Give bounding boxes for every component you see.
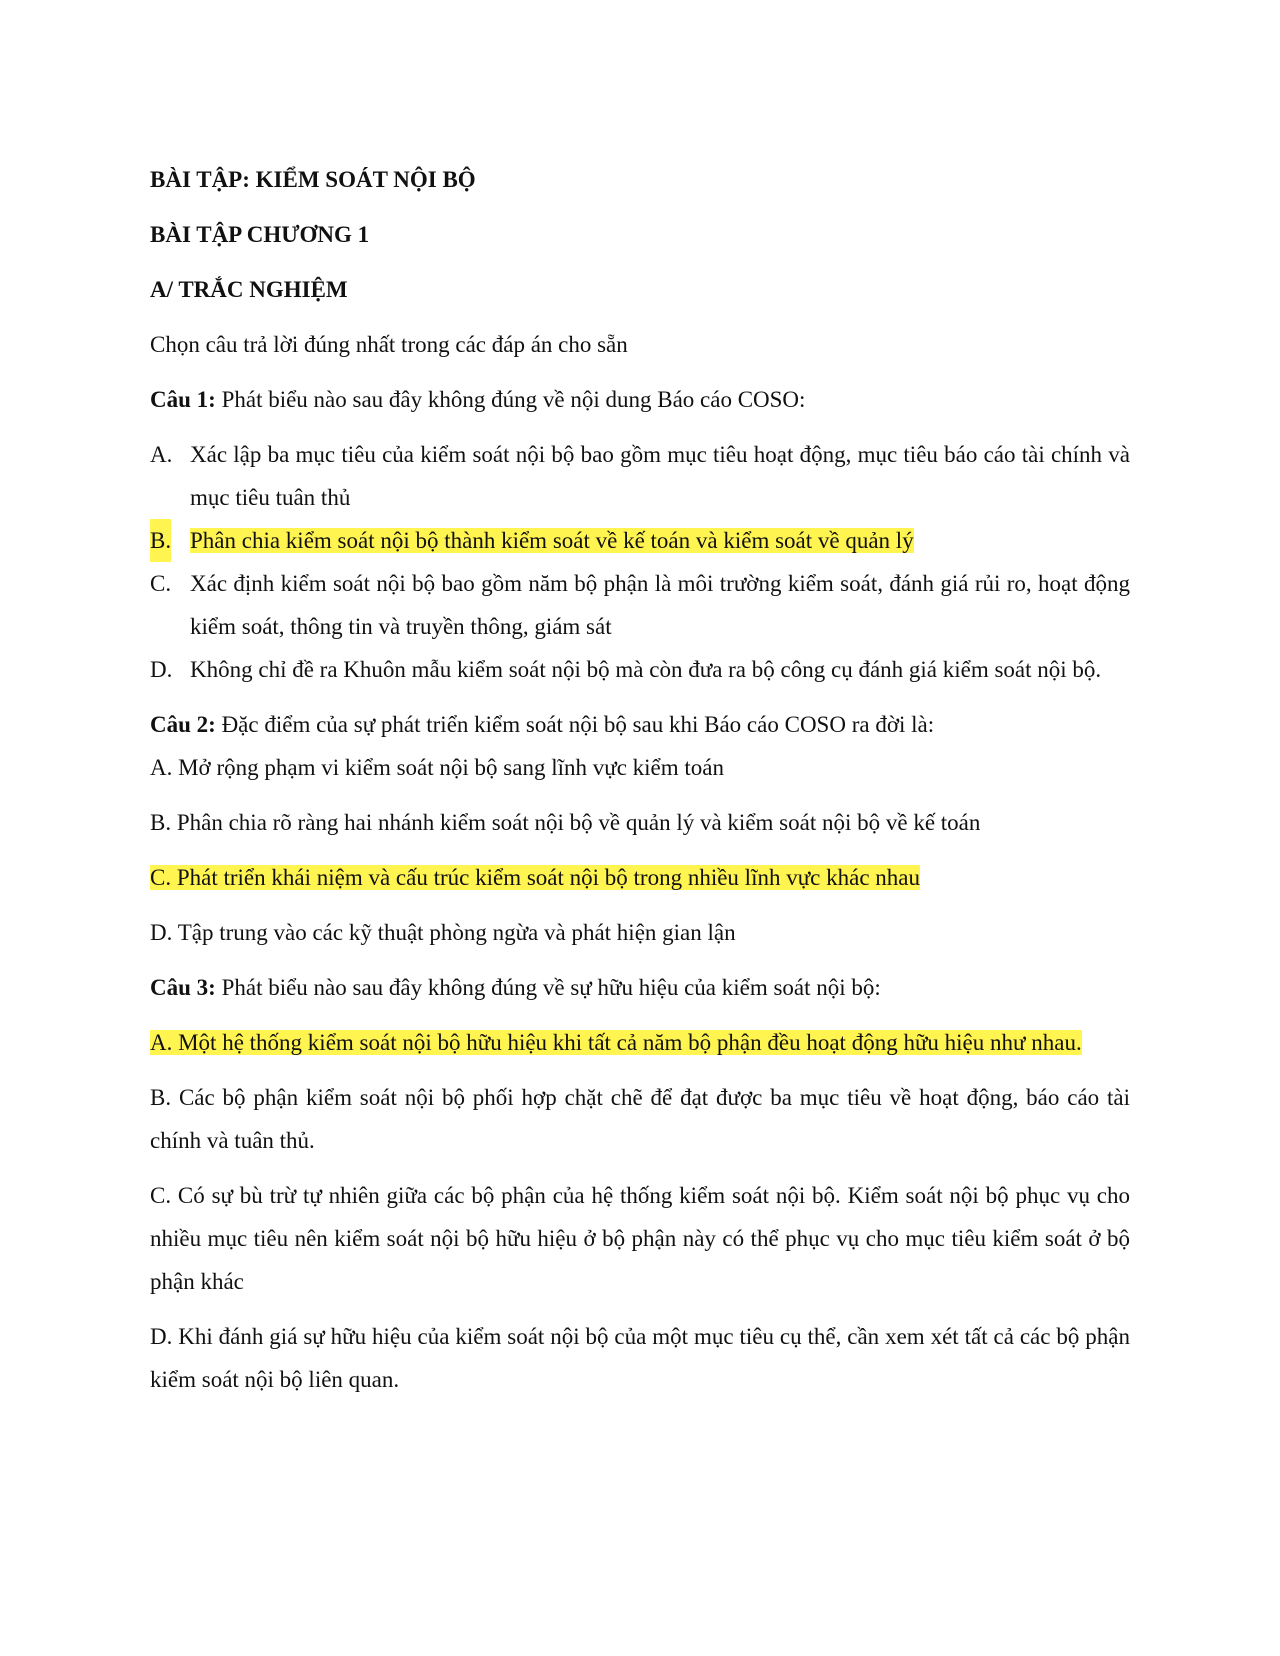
question-1-option-d bbox=[150, 648, 1130, 691]
option-letter: A. bbox=[150, 442, 173, 467]
option-letter: D. bbox=[150, 657, 173, 682]
instruction-text: Chọn câu trả lời đúng nhất trong các đáp án cho sẵn bbox=[150, 332, 628, 357]
option-text-highlighted: A. Một hệ thống kiểm soát nội bộ hữu hiệu khi tất cả năm bộ phận đều hoạt động hữu hiệu như nhau. bbox=[150, 1030, 1082, 1055]
question-1-text: Phát biểu nào sau đây không đúng về nội dung Báo cáo COSO: bbox=[215, 387, 806, 412]
option-letter: B. bbox=[150, 519, 171, 562]
option-text: Xác lập ba mục tiêu của kiểm soát nội bộ bao gồm mục tiêu hoạt động, mục tiêu báo cáo tài chính và mục tiêu tuân thủ bbox=[190, 442, 1130, 510]
question-3-option-c: C. Có sự bù trừ tự nhiên giữa các bộ phận của hệ thống kiểm soát nội bộ. Kiểm soát nội bộ phục vụ cho nhiều mục tiêu nên kiểm soát nội bộ hữu hiệu ở bộ phận này có thể phục vụ cho mục tiêu kiểm soát ở bộ phận khác bbox=[150, 1183, 1130, 1294]
question-2 bbox=[150, 703, 1130, 746]
chapter-heading: BÀI TẬP CHƯƠNG 1 bbox=[150, 222, 370, 247]
question-3-option-b: B. Các bộ phận kiểm soát nội bộ phối hợp chặt chẽ để đạt được ba mục tiêu về hoạt động, báo cáo tài chính và tuân thủ. bbox=[150, 1085, 1130, 1153]
question-1-option-a bbox=[150, 433, 1130, 519]
question-2-option-a: A. Mở rộng phạm vi kiểm soát nội bộ sang lĩnh vực kiểm toán bbox=[150, 755, 725, 780]
question-1-option-c bbox=[150, 562, 1130, 648]
document-title: BÀI TẬP: KIỂM SOÁT NỘI BỘ bbox=[150, 167, 476, 192]
question-2-option-c bbox=[150, 856, 1130, 899]
question-2-label: Câu 2: bbox=[150, 712, 216, 737]
question-1 bbox=[150, 378, 1130, 421]
question-2-text: Đặc điểm của sự phát triển kiểm soát nội bộ sau khi Báo cáo COSO ra đời là: bbox=[215, 712, 935, 737]
question-3-option-a bbox=[150, 1021, 1130, 1064]
section-heading: A/ TRẮC NGHIỆM bbox=[150, 277, 348, 302]
option-text: Xác định kiểm soát nội bộ bao gồm năm bộ phận là môi trường kiểm soát, đánh giá rủi ro, hoạt động kiểm soát, thông tin và truyền thông, giám sát bbox=[190, 571, 1130, 639]
option-letter: C. bbox=[150, 571, 172, 596]
option-text: Không chỉ đề ra Khuôn mẫu kiểm soát nội bộ mà còn đưa ra bộ công cụ đánh giá kiểm soát nội bộ. bbox=[190, 657, 1102, 682]
question-3-option-d: D. Khi đánh giá sự hữu hiệu của kiểm soát nội bộ của một mục tiêu cụ thể, cần xem xét tất cả các bộ phận kiểm soát nội bộ liên quan. bbox=[150, 1324, 1130, 1392]
option-text-highlighted: Phân chia kiểm soát nội bộ thành kiểm soát về kế toán và kiểm soát về quản lý bbox=[190, 528, 914, 553]
question-3-text: Phát biểu nào sau đây không đúng về sự hữu hiệu của kiểm soát nội bộ: bbox=[215, 975, 881, 1000]
document-page bbox=[150, 158, 1130, 1413]
question-2-option-d: D. Tập trung vào các kỹ thuật phòng ngừa và phát hiện gian lận bbox=[150, 920, 736, 945]
question-1-option-b bbox=[150, 519, 1130, 562]
question-3-label: Câu 3: bbox=[150, 975, 216, 1000]
option-text-highlighted: C. Phát triển khái niệm và cấu trúc kiểm soát nội bộ trong nhiều lĩnh vực khác nhau bbox=[150, 865, 921, 890]
question-3 bbox=[150, 966, 1130, 1009]
question-2-option-b: B. Phân chia rõ ràng hai nhánh kiểm soát nội bộ về quản lý và kiểm soát nội bộ về kế toán bbox=[150, 810, 981, 835]
question-1-label: Câu 1: bbox=[150, 387, 216, 412]
